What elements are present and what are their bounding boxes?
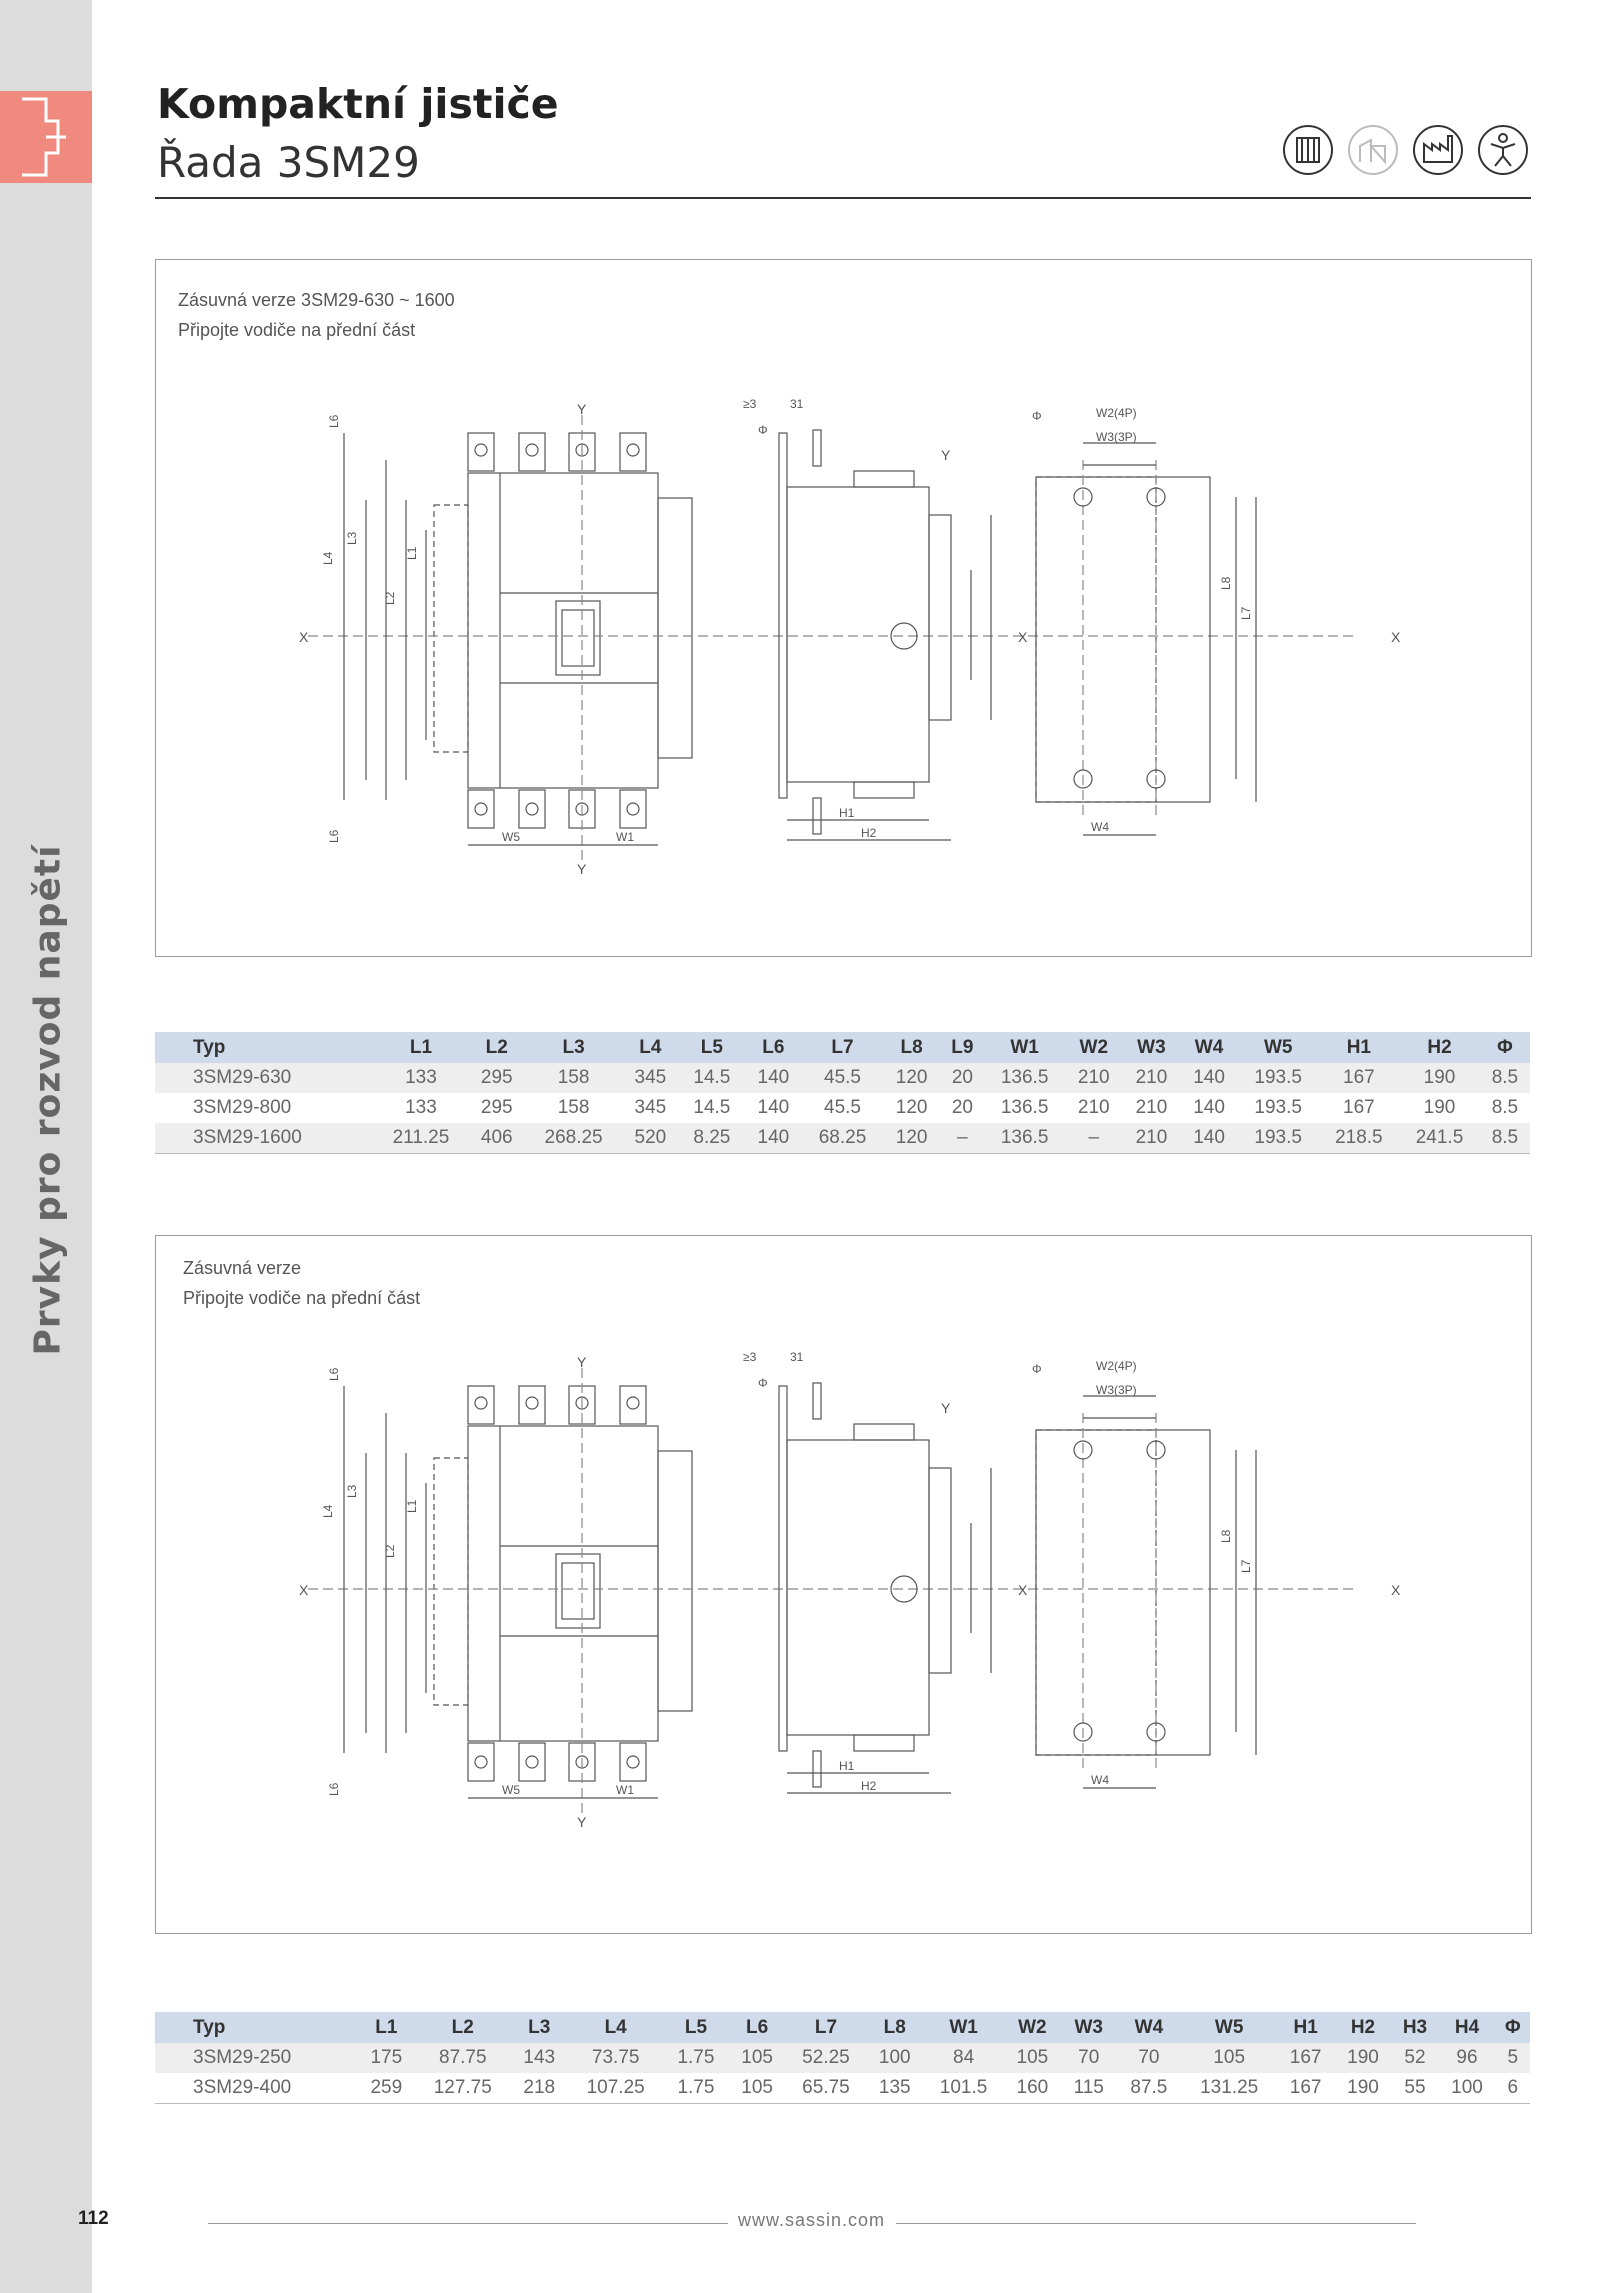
dimension-cell: – [1065,1123,1123,1154]
dimension-drawing-2 [156,1213,1531,1909]
dimension-cell: 345 [622,1063,680,1093]
dim-l2: L2 [383,1544,397,1558]
column-header: L5 [679,1032,744,1063]
dimension-drawing-1 [156,260,1531,956]
dimension-cell: 136.5 [984,1123,1065,1154]
column-header: L5 [663,2012,728,2043]
table-header-row [155,1032,1530,1063]
column-header: W2 [1065,1032,1123,1063]
dim-l8: L8 [1219,1529,1233,1543]
dimension-cell: 140 [1193,1097,1225,1118]
dimension-cell: 210 [1135,1097,1168,1118]
dimension-cell: 190 [1423,1097,1456,1118]
dimension-cell: 193.5 [1238,1123,1319,1154]
dimension-cell: 5 [1496,2043,1530,2073]
dim-l2: L2 [383,591,397,605]
dim-w2: W2(4P) [1096,406,1137,420]
dim-w5: W5 [502,1783,520,1797]
dimension-cell: 193.5 [1254,1097,1302,1118]
dimension-cell: 45.5 [802,1063,883,1093]
column-header: L6 [745,1032,803,1063]
dimension-cell: 133 [374,1063,468,1093]
model-cell: 3SM29-630 [155,1063,374,1093]
dimension-cell: 8.25 [679,1123,744,1154]
table-row [155,2073,1530,2104]
sidebar [0,0,92,2293]
dim-h2: H2 [861,826,877,840]
table-row [155,2043,1530,2073]
dim-l1: L1 [405,1499,419,1513]
y-axis-label-top: Y [577,401,587,417]
column-header: L7 [802,1032,883,1063]
column-header: L2 [468,1032,526,1063]
dim-l6-top: L6 [327,414,341,428]
column-header: L7 [786,2012,866,2043]
dim-l3: L3 [345,531,359,545]
dim-l4: L4 [321,551,335,565]
dimension-cell: 14.5 [679,1063,744,1093]
dimension-cell: 70 [1061,2043,1116,2073]
column-header: W5 [1181,2012,1277,2043]
dimension-table-1 [155,1032,1530,1154]
dimension-cell: 345 [634,1097,667,1118]
column-header: L2 [415,2012,511,2043]
column-header: W1 [923,2012,1003,2043]
column-header: L9 [940,1032,984,1063]
dim-31: 31 [790,397,804,411]
dimension-cell: 105 [1181,2043,1277,2073]
x-axis-label-right: X [1391,1582,1401,1598]
column-header: L8 [883,1032,941,1063]
dim-l3: L3 [345,1484,359,1498]
column-header: L6 [728,2012,785,2043]
dimension-cell: 190 [1334,2043,1391,2073]
column-header: W5 [1238,1032,1319,1063]
dim-h1: H1 [839,806,855,820]
dim-l6-bottom: L6 [327,829,341,843]
dim-w5: W5 [502,830,520,844]
dimension-cell: 115 [1061,2073,1116,2104]
y-axis-label-bottom: Y [577,1814,587,1830]
panel-note-line2: Připojte vodiče na přední část [183,1288,421,1308]
dimension-cell: 105 [728,2073,785,2104]
dim-l7: L7 [1239,606,1253,620]
header-divider [155,197,1531,199]
column-header: W3 [1123,1032,1181,1063]
dimension-cell: 84 [923,2043,1003,2073]
dim-w4: W4 [1091,1773,1109,1787]
dimension-cell: 73.75 [568,2043,664,2073]
footer-url: www.sassin.com [738,2210,886,2230]
dim-l7: L7 [1239,1559,1253,1573]
dimension-cell: 193.5 [1238,1063,1319,1093]
dimension-cell: 175 [358,2043,415,2073]
dimension-cell: 96 [1438,2043,1495,2073]
column-header: L1 [374,1032,468,1063]
dim-w1: W1 [616,830,634,844]
x-axis-label-left: X [299,1582,309,1598]
dimension-cell: 120 [895,1097,928,1118]
column-header: L4 [568,2012,664,2043]
table-row [155,1063,1530,1093]
column-header: H2 [1399,1032,1480,1063]
column-header: Φ [1480,1032,1530,1063]
y-axis-label-side: Y [941,447,951,463]
dimension-cell: 65.75 [786,2073,866,2104]
x-axis-label-right: X [1391,629,1401,645]
dimension-cell: 135 [866,2073,923,2104]
dimension-cell: 107.25 [568,2073,664,2104]
dimension-cell: 295 [480,1097,513,1118]
column-header: W4 [1180,1032,1238,1063]
dimension-cell: 68.25 [802,1123,883,1154]
model-cell: 3SM29-400 [155,2073,358,2104]
dimension-cell: 210 [1077,1097,1110,1118]
panel-note-line1: Zásuvná verze 3SM29-630 ~ 1600 [178,290,455,310]
model-cell: 3SM29-1600 [155,1123,374,1154]
dim-l6-top: L6 [327,1367,341,1381]
dimension-cell: 268.25 [526,1123,622,1154]
dim-ge3: ≥3 [743,1350,757,1364]
column-header: H1 [1319,1032,1400,1063]
dimension-cell: 1.75 [663,2043,728,2073]
dimension-cell: 70 [1116,2043,1181,2073]
column-header: Typ [155,1032,374,1063]
column-header: L1 [358,2012,415,2043]
table-row [155,1123,1530,1154]
dimension-cell: 190 [1399,1063,1480,1093]
panel-note-line1: Zásuvná verze [183,1258,302,1278]
dim-phi-rear: Φ [1032,1362,1042,1376]
dim-w4: W4 [1091,820,1109,834]
footer-rule-right [896,2223,1416,2224]
dimension-cell: 120 [883,1123,941,1154]
dim-w3: W3(3P) [1096,430,1137,444]
dimension-table-2 [155,2012,1530,2104]
dimension-cell: 259 [358,2073,415,2104]
dimension-cell: 52.25 [786,2043,866,2073]
dimension-cell: 406 [468,1123,526,1154]
dimension-cell: 8.5 [1480,1123,1530,1154]
dimension-cell: 120 [883,1063,941,1093]
dimension-cell: 14.5 [693,1097,731,1118]
dimension-cell: 20 [940,1063,984,1093]
dimension-cell: 140 [1180,1123,1238,1154]
column-header: H1 [1277,2012,1334,2043]
dimension-cell: 140 [1180,1063,1238,1093]
page-subtitle: Řada 3SM29 [157,138,420,187]
dimension-cell: 20 [951,1097,973,1118]
column-header: H2 [1334,2012,1391,2043]
dimension-cell: 133 [405,1097,437,1118]
drawing-panel-1 [155,259,1532,957]
dimension-cell: 241.5 [1399,1123,1480,1154]
dim-31: 31 [790,1350,804,1364]
dimension-cell: 211.25 [374,1123,468,1154]
dimension-cell: 127.75 [415,2073,511,2104]
dimension-cell: 55 [1392,2073,1439,2104]
table-row [155,1093,1530,1123]
dimension-cell: 218 [511,2073,568,2104]
certification-icons [1282,124,1529,176]
column-header: L3 [526,1032,622,1063]
factory-icon [1412,124,1464,176]
dimension-cell: 167 [1277,2043,1334,2073]
building-icon [1347,124,1399,176]
y-axis-label-top: Y [577,1354,587,1370]
dimension-cell: 8.5 [1480,1063,1530,1093]
person-icon [1477,124,1529,176]
dimension-cell: 105 [1004,2043,1061,2073]
dimension-cell: 101.5 [923,2073,1003,2104]
dim-phi-rear: Φ [1032,409,1042,423]
dimension-cell: 100 [866,2043,923,2073]
dimension-cell: 190 [1334,2073,1391,2104]
dim-ge3: ≥3 [743,397,757,411]
dimension-cell: 167 [1277,2073,1334,2104]
page-title: Kompaktní jističe [157,80,559,128]
dimension-cell: 131.25 [1181,2073,1277,2104]
dim-w2: W2(4P) [1096,1359,1137,1373]
dimension-cell: 87.75 [415,2043,511,2073]
column-header: H3 [1392,2012,1439,2043]
dimension-cell: 136.5 [984,1063,1065,1093]
column-header: Typ [155,2012,358,2043]
column-header: L3 [511,2012,568,2043]
pump-station-icon [1282,124,1334,176]
dimension-cell: 87.5 [1116,2073,1181,2104]
column-header: W4 [1116,2012,1181,2043]
column-header: W1 [984,1032,1065,1063]
column-header: L4 [622,1032,680,1063]
dimension-cell: 160 [1004,2073,1061,2104]
dim-l4: L4 [321,1504,335,1518]
y-axis-label-bottom: Y [577,861,587,877]
dimension-cell: 100 [1438,2073,1495,2104]
dim-w1: W1 [616,1783,634,1797]
dim-phi-side: Φ [758,1376,768,1390]
dimension-cell: 167 [1319,1063,1400,1093]
dimension-cell: 210 [1065,1063,1123,1093]
x-axis-label-left: X [299,629,309,645]
dimension-cell: 143 [511,2043,568,2073]
dimension-cell: 8.5 [1491,1097,1519,1118]
dim-h1: H1 [839,1759,855,1773]
dim-l1: L1 [405,546,419,560]
x-axis-label-mid: X [1018,1582,1028,1598]
dimension-cell: 52 [1392,2043,1439,2073]
x-axis-label-mid: X [1018,629,1028,645]
model-cell: 3SM29-800 [193,1097,292,1118]
dimension-cell: 295 [468,1063,526,1093]
section-tab [0,91,92,183]
dimension-cell: 218.5 [1319,1123,1400,1154]
column-header: W2 [1004,2012,1061,2043]
page-number: 112 [78,2208,109,2229]
dim-phi-side: Φ [758,423,768,437]
dim-w3: W3(3P) [1096,1383,1137,1397]
breaker-icon [0,91,92,183]
dimension-cell: 6 [1496,2073,1530,2104]
column-header: Φ [1496,2012,1530,2043]
dimension-cell: 140 [745,1063,803,1093]
dimension-cell: 1.75 [663,2073,728,2104]
column-header: H4 [1438,2012,1495,2043]
dimension-cell: 210 [1123,1063,1181,1093]
dimension-cell: 136.5 [1000,1097,1049,1118]
drawing-panel-2 [155,1235,1532,1934]
dim-l8: L8 [1219,576,1233,590]
column-header: W3 [1061,2012,1116,2043]
dimension-cell: 167 [1343,1097,1375,1118]
dim-h2: H2 [861,1779,877,1793]
model-cell: 3SM29-250 [155,2043,358,2073]
dimension-cell: 158 [526,1063,622,1093]
dimension-cell: 210 [1123,1123,1181,1154]
dimension-cell: – [940,1123,984,1154]
dimension-cell: 105 [728,2043,785,2073]
table-header-row [155,2012,1530,2043]
dimension-cell: 140 [757,1097,790,1118]
dim-l6-bottom: L6 [327,1782,341,1796]
panel-note-line2: Připojte vodiče na přední část [178,320,416,340]
dimension-cell: 140 [745,1123,803,1154]
footer-rule-left [208,2223,728,2224]
dimension-cell: 158 [557,1097,590,1118]
sidebar-section-label: Prvky pro rozvod napětí [27,844,69,1356]
dimension-cell: 45.5 [824,1097,861,1118]
column-header: L8 [866,2012,923,2043]
y-axis-label-side: Y [941,1400,951,1416]
dimension-cell: 520 [622,1123,680,1154]
